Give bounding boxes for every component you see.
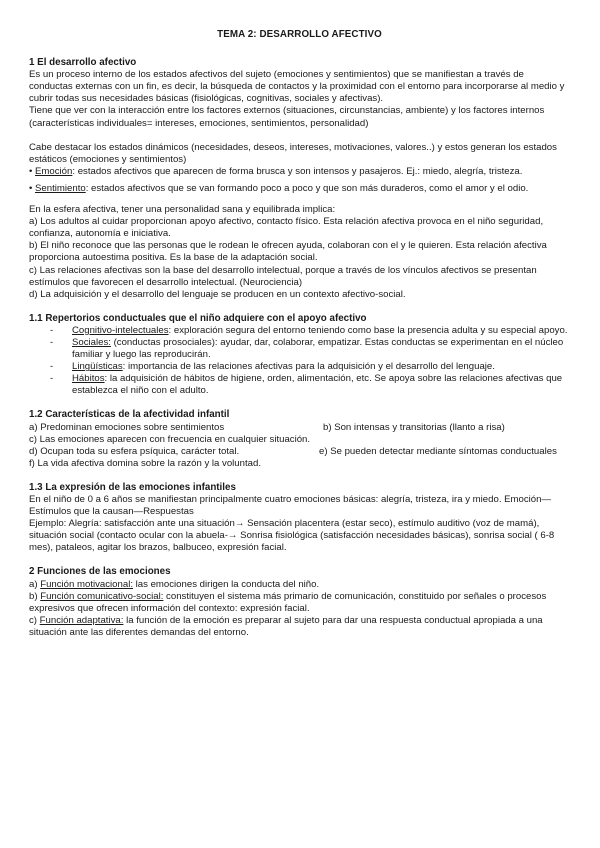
s1-item-b: b) El niño reconoce que las personas que le rodean le ofrecen ayuda, colaboran con el y le quieren. Esta relación afectiva proporciona autoestima positiva. Es la base de la adaptación social.	[29, 240, 547, 264]
s2-item-b: b) Función comunicativo-social: constituyen el sistema más primario de comunicación, constituido por señales o procesos expresivos que ofrecen información del contexto: expresión facial.	[29, 590, 547, 614]
page-title: TEMA 2: DESARROLLO AFECTIVO	[217, 29, 382, 40]
s2-item-a: a) Función motivacional: las emociones dirigen la conducta del niño.	[29, 578, 320, 590]
repertorios-list	[29, 325, 570, 398]
list-item: - Hábitos: la adquisición de hábitos de higiene, orden, alimentación, etc. Se apoya sobre las relaciones afectivas que establezca el niño con el adulto.	[50, 373, 570, 397]
section-1-2-heading: 1.2 Características de la afectividad infantil	[29, 409, 230, 421]
section-1-1-heading: 1.1 Repertorios conductuales que el niño adquiere con el apoyo afectivo	[29, 312, 367, 324]
s12-item-f: f) La vida afectiva domina sobre la razón y la voluntad.	[29, 457, 261, 469]
section-1-3-heading: 1.3 La expresión de las emociones infantiles	[29, 481, 236, 493]
s12-row-ab	[29, 422, 570, 434]
s12-item-d: d) Ocupan toda su esfera psíquica, carácter total.	[29, 445, 240, 457]
s12-item-c: c) Las emociones aparecen con frecuencia en cualquier situación.	[29, 433, 311, 445]
s13-paragraph-1: En el niño de 0 a 6 años se manifiestan principalmente cuatro emociones básicas: alegría, tristeza, ira y miedo. Emoción—Estímulos que la causan—Respuestas	[29, 494, 552, 518]
s1-item-c: c) Las relaciones afectivas son la base del desarrollo intelectual, porque a través de los vínculos afectivos se presentan estímulos que favorecen el desarrollo intelectual. (Neurociencia)	[29, 264, 537, 288]
s1-paragraph-2: Tiene que ver con la interacción entre los factores externos (situaciones, circunstancias, ambiente) y los factores internos (características individuales= intereses, emociones, sentimientos, personalidad)	[29, 105, 545, 129]
s12-item-b: b) Son intensas y transitorias (llanto a risa)	[323, 421, 505, 433]
s12-item-e: e) Se pueden detectar mediante síntomas conductuales	[319, 445, 557, 457]
s1-paragraph-3: Cabe destacar los estados dinámicos (necesidades, deseos, intereses, motivaciones, valores..) y estos generan los estados estáticos (emociones y sentimientos)	[29, 141, 557, 165]
term-emocion: Emoción	[35, 165, 73, 177]
s2-item-c: c) Función adaptativa: la función de la emoción es preparar al sujeto para dar una respuesta conductual apropiada a una situación ante las diferentes demandas del entorno.	[29, 614, 543, 638]
section-2-heading: 2 Funciones de las emociones	[29, 566, 171, 578]
s12-item-a: a) Predominan emociones sobre sentimientos	[29, 421, 225, 433]
bullet-sentimiento: • Sentimiento: estados afectivos que se van formando poco a poco y que son más duraderos, como el amor y el odio.	[29, 182, 529, 194]
list-item: - Cognitivo-intelectuales: exploración segura del entorno teniendo como base la presencia adulta y su especial apoyo.	[50, 325, 570, 337]
s1-paragraph-4: En la esfera afectiva, tener una personalidad sana y equilibrada implica:	[29, 204, 336, 216]
s1-item-d: d) La adquisición y el desarrollo del lenguaje se producen en un contexto afectivo-social.	[29, 288, 406, 300]
bullet-emocion: • Emoción: estados afectivos que aparecen de forma brusca y son intensos y pasajeros. Ej.: miedo, alegría, tristeza.	[29, 165, 523, 177]
s13-paragraph-2: Ejemplo: Alegría: satisfacción ante una situación→ Sensación placentera (estar seco), estímulo auditivo (voz de mamá), situación social (contacto ocular con la abuela-→ Sonrisa fisiológica (satisfacción necesidades básicas), sonrisa social ( 6-8 mes), pataleos, agitar los brazos, balbuceo, expresión facial.	[29, 518, 555, 554]
term-sentimiento: Sentimiento	[35, 182, 86, 194]
list-item: - Lingüísticas: importancia de las relaciones afectivas para la adquisición y el desarrollo del lenguaje.	[50, 361, 570, 373]
s1-paragraph-1: Es un proceso interno de los estados afectivos del sujeto (emociones y sentimientos) que se manifiestan a través de conductas externas con un fin, es decir, la búsqueda de contactos y la proximidad con el entorno para incorporarse al medio y cubrir todas sus necesidades básicas (fisiológicas, cognitivas, sociales y afectivas).	[29, 69, 565, 105]
s12-row-de	[29, 446, 570, 458]
s1-item-a: a) Los adultos al cuidar proporcionan apoyo afectivo, contacto físico. Esta relación afectiva provoca en el niño seguridad, confianza, autonomía e iniciativa.	[29, 216, 544, 240]
section-1-heading: 1 El desarrollo afectivo	[29, 57, 137, 69]
list-item: - Sociales: (conductas prosociales): ayudar, dar, colaborar, empatizar. Estas conductas se experimentan en el núcleo familiar y luego las reproducirán.	[50, 337, 570, 361]
